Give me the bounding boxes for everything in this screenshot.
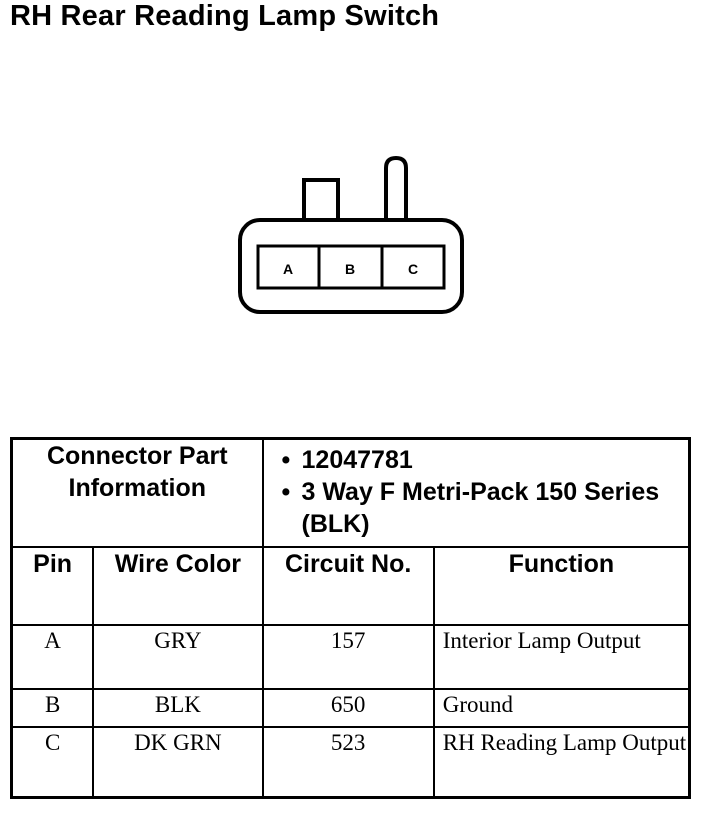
- part-info-label: Connector Part Information: [12, 439, 263, 548]
- page-title: RH Rear Reading Lamp Switch: [10, 0, 440, 32]
- column-header-function: Function: [434, 547, 690, 625]
- circuit-cell: 523: [263, 727, 434, 797]
- part-info-row: [12, 439, 690, 548]
- function-cell: Ground: [434, 689, 690, 727]
- table-row: [12, 727, 690, 797]
- pin-label-c: C: [407, 261, 419, 277]
- pin-cell: B: [12, 689, 94, 727]
- connector-locating-post: [386, 158, 406, 220]
- table-row: [12, 689, 690, 727]
- function-cell: Interior Lamp Output: [434, 625, 690, 689]
- column-header-wire-color: Wire Color: [93, 547, 262, 625]
- pin-cell: A: [12, 625, 94, 689]
- wire-color-cell: BLK: [93, 689, 262, 727]
- pin-label-b: B: [344, 261, 356, 277]
- column-header-row: [12, 547, 690, 625]
- circuit-cell: 157: [263, 625, 434, 689]
- connector-info-table: [10, 437, 691, 799]
- pin-label-a: A: [282, 261, 294, 277]
- wire-color-cell: DK GRN: [93, 727, 262, 797]
- column-header-circuit: Circuit No.: [263, 547, 434, 625]
- column-header-pin: Pin: [12, 547, 94, 625]
- part-number: • 12047781: [302, 444, 678, 476]
- connector-latch-tab: [304, 180, 338, 220]
- pin-cell: C: [12, 727, 94, 797]
- part-description: • 3 Way F Metri-Pack 150 Series (BLK): [302, 476, 678, 540]
- part-info-values: [263, 439, 690, 548]
- function-cell: RH Reading Lamp Output: [434, 727, 690, 797]
- table-row: [12, 625, 690, 689]
- wire-color-cell: GRY: [93, 625, 262, 689]
- circuit-cell: 650: [263, 689, 434, 727]
